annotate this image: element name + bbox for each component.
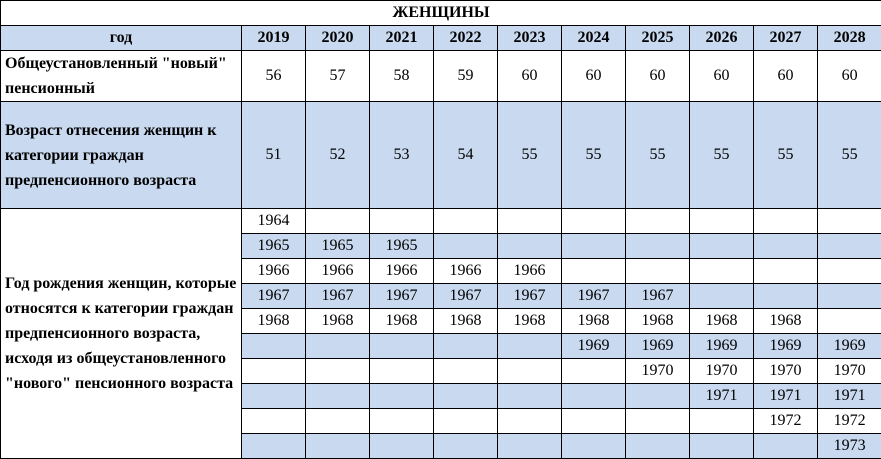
prepension-age-value: 52	[306, 102, 370, 209]
birth-year-cell	[818, 309, 881, 334]
birth-year-cell	[562, 259, 626, 284]
year-header-cell: 2025	[626, 26, 690, 51]
birth-year-cell: 1971	[754, 384, 818, 409]
year-header-cell: 2024	[562, 26, 626, 51]
birth-year-cell: 1967	[370, 284, 434, 309]
birth-year-cell	[690, 234, 754, 259]
birth-year-cell: 1968	[306, 309, 370, 334]
year-header-cell: 2028	[818, 26, 881, 51]
new-age-row	[1, 51, 881, 102]
birth-year-cell: 1973	[818, 434, 881, 459]
new-age-value: 57	[306, 51, 370, 102]
birth-year-cell: 1969	[818, 334, 881, 359]
birth-year-cell: 1969	[754, 334, 818, 359]
birth-year-cell	[562, 384, 626, 409]
birth-year-cell	[562, 209, 626, 234]
birth-year-cell: 1969	[626, 334, 690, 359]
birth-year-cell: 1966	[434, 259, 498, 284]
new-age-value: 60	[754, 51, 818, 102]
birth-year-cell: 1966	[370, 259, 434, 284]
birth-year-cell	[306, 359, 370, 384]
birth-year-cell: 1969	[690, 334, 754, 359]
new-age-value: 59	[434, 51, 498, 102]
new-age-label: Общеустановленный "новый" пенсионный	[1, 51, 242, 102]
table-title: ЖЕНЩИНЫ	[1, 1, 881, 26]
birth-year-cell	[434, 434, 498, 459]
birth-year-cell	[818, 259, 881, 284]
prepension-age-row	[1, 102, 881, 209]
birth-year-cell	[242, 359, 306, 384]
new-age-value: 60	[690, 51, 754, 102]
year-header-cell: 2019	[242, 26, 306, 51]
birth-year-cell	[818, 284, 881, 309]
birth-year-cell	[562, 409, 626, 434]
birth-year-cell	[754, 434, 818, 459]
birth-year-cell	[242, 409, 306, 434]
birth-year-cell	[434, 409, 498, 434]
birth-year-cell	[818, 209, 881, 234]
birth-year-cell	[690, 409, 754, 434]
birth-year-cell: 1965	[306, 234, 370, 259]
birth-year-cell	[754, 234, 818, 259]
birth-year-cell	[242, 384, 306, 409]
birth-year-cell: 1964	[242, 209, 306, 234]
birth-year-cell: 1970	[818, 359, 881, 384]
birth-year-cell: 1965	[242, 234, 306, 259]
birth-year-cell: 1967	[498, 284, 562, 309]
birth-year-cell	[434, 334, 498, 359]
birth-year-cell	[562, 234, 626, 259]
birth-year-cell	[754, 209, 818, 234]
birth-year-cell	[626, 409, 690, 434]
prepension-age-value: 55	[754, 102, 818, 209]
birth-year-cell: 1967	[626, 284, 690, 309]
year-header-cell: 2021	[370, 26, 434, 51]
prepension-age-value: 55	[626, 102, 690, 209]
birth-year-cell: 1965	[370, 234, 434, 259]
birth-year-cell	[370, 384, 434, 409]
birth-year-cell: 1968	[562, 309, 626, 334]
birth-year-cell	[690, 434, 754, 459]
birth-year-cell	[306, 434, 370, 459]
birth-year-cell	[306, 409, 370, 434]
new-age-value: 56	[242, 51, 306, 102]
year-header-cell: 2020	[306, 26, 370, 51]
birth-year-cell	[754, 284, 818, 309]
birth-year-cell	[626, 209, 690, 234]
birth-year-cell: 1968	[434, 309, 498, 334]
birth-year-label: Год рождения женщин, которые относятся к категории граждан предпенсионного возраста, исходя из общеустановленного "нового" пенсионного возраста	[1, 209, 242, 459]
birth-year-cell	[242, 434, 306, 459]
prepension-age-value: 55	[562, 102, 626, 209]
birth-year-cell	[626, 234, 690, 259]
birth-year-cell: 1970	[754, 359, 818, 384]
birth-year-cell	[626, 434, 690, 459]
birth-year-cell	[690, 259, 754, 284]
birth-year-cell: 1971	[818, 384, 881, 409]
new-age-value: 58	[370, 51, 434, 102]
prepension-age-value: 53	[370, 102, 434, 209]
birth-year-cell: 1968	[626, 309, 690, 334]
birth-year-cell	[434, 359, 498, 384]
birth-year-cell	[498, 334, 562, 359]
new-age-value: 60	[498, 51, 562, 102]
birth-year-cell	[626, 384, 690, 409]
birth-year-cell	[498, 209, 562, 234]
prepension-age-value: 55	[818, 102, 881, 209]
birth-year-cell: 1967	[434, 284, 498, 309]
birth-year-cell	[498, 234, 562, 259]
new-age-value: 60	[626, 51, 690, 102]
birth-year-cell	[370, 334, 434, 359]
birth-year-cell	[626, 259, 690, 284]
birth-year-cell: 1967	[242, 284, 306, 309]
birth-year-cell	[498, 384, 562, 409]
birth-year-cell: 1967	[306, 284, 370, 309]
birth-year-cell	[306, 334, 370, 359]
birth-year-cell	[434, 209, 498, 234]
new-age-value: 60	[562, 51, 626, 102]
birth-year-cell: 1968	[370, 309, 434, 334]
birth-year-cell: 1972	[818, 409, 881, 434]
birth-year-cell	[754, 259, 818, 284]
year-header-cell: 2027	[754, 26, 818, 51]
birth-year-cell: 1969	[562, 334, 626, 359]
year-header-cell: 2022	[434, 26, 498, 51]
birth-year-cell: 1967	[562, 284, 626, 309]
year-header-cell: 2026	[690, 26, 754, 51]
birth-year-cell: 1966	[306, 259, 370, 284]
birth-year-cell	[690, 284, 754, 309]
birth-year-cell	[242, 334, 306, 359]
birth-year-cell	[690, 209, 754, 234]
birth-year-cell	[498, 409, 562, 434]
birth-year-cell: 1970	[626, 359, 690, 384]
birth-year-cell	[306, 209, 370, 234]
birth-year-cell	[562, 434, 626, 459]
birth-year-cell: 1968	[754, 309, 818, 334]
birth-year-cell	[370, 359, 434, 384]
birth-year-cell	[370, 409, 434, 434]
birth-year-cell	[434, 384, 498, 409]
prepension-age-value: 55	[690, 102, 754, 209]
prepension-age-value: 55	[498, 102, 562, 209]
prepension-age-value: 54	[434, 102, 498, 209]
birth-year-cell: 1968	[498, 309, 562, 334]
birth-year-cell: 1966	[498, 259, 562, 284]
birth-year-row	[1, 209, 881, 234]
birth-year-cell: 1968	[242, 309, 306, 334]
birth-year-cell	[562, 359, 626, 384]
birth-year-cell	[370, 434, 434, 459]
birth-year-cell	[498, 359, 562, 384]
prepension-age-value: 51	[242, 102, 306, 209]
prepension-age-label: Возраст отнесения женщин к категории граждан предпенсионного возраста	[1, 102, 242, 209]
birth-year-cell: 1966	[242, 259, 306, 284]
new-age-value: 60	[818, 51, 881, 102]
birth-year-cell	[498, 434, 562, 459]
birth-year-cell: 1972	[754, 409, 818, 434]
year-header-cell: 2023	[498, 26, 562, 51]
birth-year-cell: 1968	[690, 309, 754, 334]
birth-year-cell	[434, 234, 498, 259]
birth-year-cell	[818, 234, 881, 259]
header-row	[1, 26, 881, 51]
birth-year-cell	[306, 384, 370, 409]
birth-year-cell: 1971	[690, 384, 754, 409]
birth-year-cell: 1970	[690, 359, 754, 384]
birth-year-cell	[370, 209, 434, 234]
header-label: год	[1, 26, 242, 51]
